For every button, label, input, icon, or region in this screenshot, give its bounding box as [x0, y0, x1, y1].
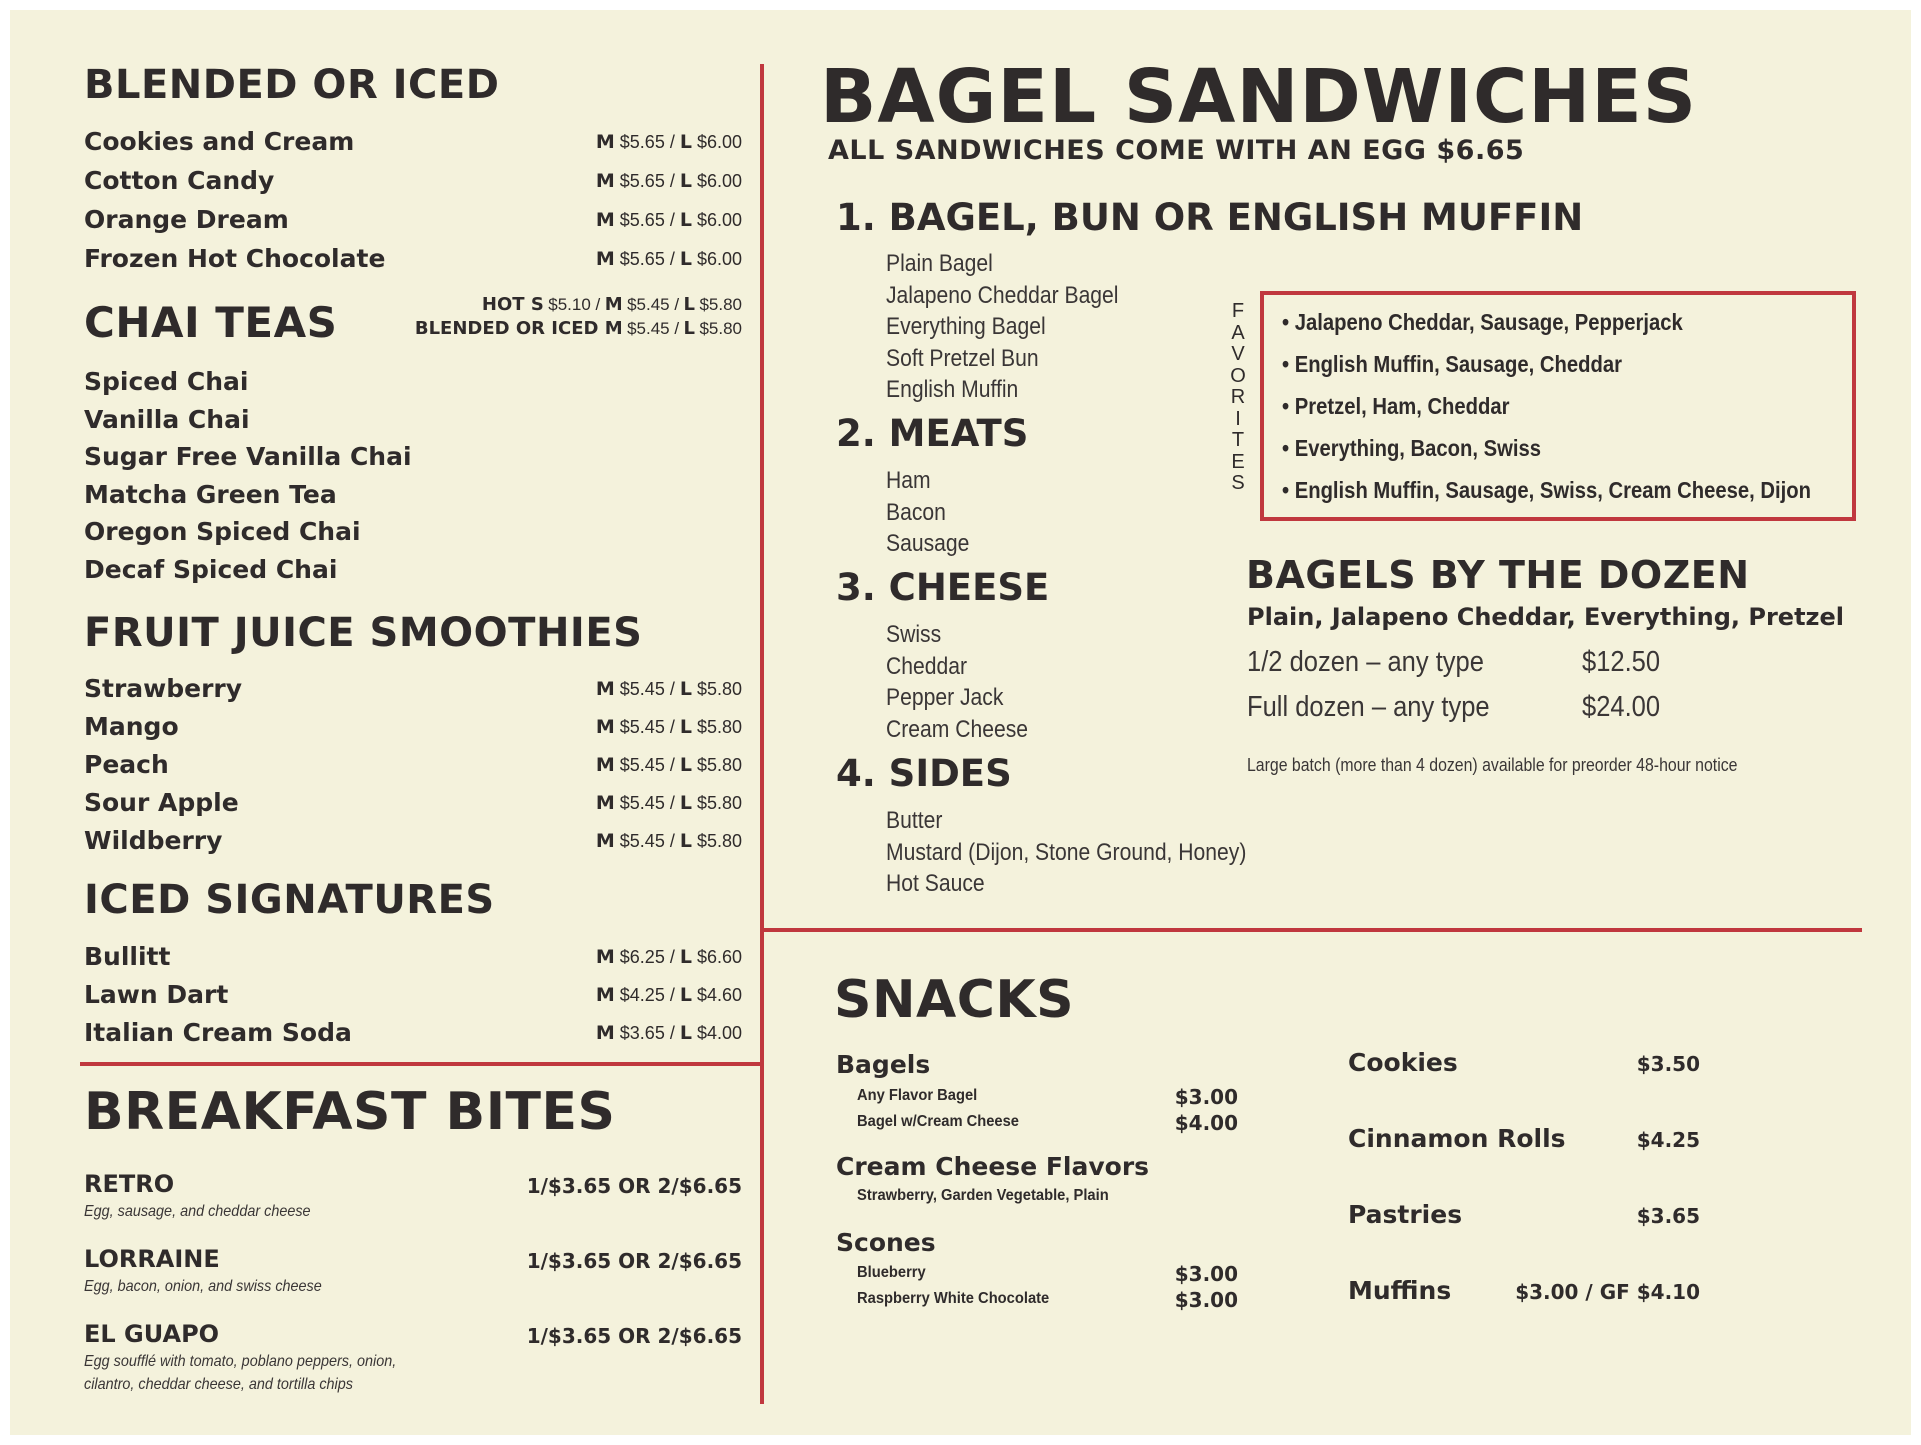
snack-item-name: Cinnamon Rolls — [1348, 1124, 1566, 1153]
size-l-price: $4.60 — [691, 985, 742, 1005]
step-option: Butter — [886, 807, 943, 834]
breakfast-item-desc: Egg, sausage, and cheddar cheese — [84, 1203, 311, 1220]
size-m-price: $5.65 / — [614, 249, 680, 269]
menu-item-name: Lawn Dart — [84, 980, 229, 1009]
menu-item-price — [482, 1022, 742, 1044]
snacks-bagels-heading: Bagels — [836, 1050, 931, 1079]
snack-item-price: $3.65 — [1636, 1204, 1700, 1228]
size-m-price: $5.65 / — [614, 132, 680, 152]
menu-board — [10, 10, 1911, 1435]
breakfast-item-price: 1/$3.65 OR 2/$6.65 — [526, 1324, 742, 1348]
menu-item-name: Sour Apple — [84, 788, 239, 817]
dozen-row-label: Full dozen – any type — [1247, 691, 1490, 723]
menu-item-price — [482, 209, 742, 231]
step-option: Cheddar — [886, 652, 968, 680]
size-m-label: M — [595, 792, 615, 814]
menu-item-name: Cotton Candy — [84, 166, 275, 195]
chai-item: Matcha Green Tea — [84, 479, 337, 509]
size-l-label: L — [679, 754, 692, 776]
step-option: Mustard (Dijon, Stone Ground, Honey) — [886, 838, 1247, 866]
step-option: Jalapeno Cheddar Bagel — [886, 281, 1119, 309]
favorite-combo: • English Muffin, Sausage, Cheddar — [1282, 351, 1622, 377]
step-option: Pepper Jack — [886, 684, 1004, 711]
size-m-price: $5.45 / — [614, 755, 680, 775]
chai-hot-m-price: $5.45 / — [627, 295, 680, 314]
chai-hot-s-price: $5.10 / — [548, 295, 601, 314]
breakfast-heading: BREAKFAST BITES — [84, 1082, 616, 1142]
menu-item-name: Bullitt — [84, 942, 171, 971]
menu-item-name: Orange Dream — [84, 205, 289, 234]
favorites-letter: T — [1231, 429, 1245, 451]
menu-item-price — [482, 248, 742, 270]
favorites-letter: A — [1231, 321, 1245, 344]
cream-cheese-heading: Cream Cheese Flavors — [836, 1152, 1150, 1181]
step-option: English Muffin — [886, 376, 1019, 403]
breakfast-divider — [80, 1062, 762, 1066]
snack-item-name: Pastries — [1348, 1200, 1463, 1229]
favorites-letter: I — [1235, 407, 1241, 430]
menu-item-price — [482, 131, 742, 153]
step1-heading: 1. BAGEL, BUN OR ENGLISH MUFFIN — [836, 196, 1584, 239]
size-l-price: $6.00 — [691, 249, 742, 269]
vertical-divider — [760, 64, 764, 1404]
favorites-letter: O — [1230, 364, 1246, 387]
size-m-label: M — [595, 754, 615, 776]
size-l-price: $6.00 — [691, 132, 742, 152]
step-option: Plain Bagel — [886, 250, 993, 277]
menu-item-name: Frozen Hot Chocolate — [84, 244, 386, 273]
size-m-label: M — [595, 1022, 615, 1044]
chai-hot-prices — [360, 294, 742, 315]
size-m-label: M — [595, 170, 615, 192]
menu-item-price — [482, 946, 742, 968]
favorite-combo: • Everything, Bacon, Swiss — [1282, 435, 1542, 461]
breakfast-item-price: 1/$3.65 OR 2/$6.65 — [526, 1174, 742, 1198]
cream-cheese-flavors: Strawberry, Garden Vegetable, Plain — [857, 1187, 1109, 1204]
snack-item-price: $4.25 — [1636, 1128, 1700, 1152]
size-l-price: $5.80 — [691, 755, 742, 775]
step-option: Swiss — [886, 621, 942, 648]
size-l-label: L — [679, 248, 692, 270]
menu-item-price — [482, 984, 742, 1006]
snack-item-price: $3.00 — [1174, 1262, 1238, 1286]
size-l-label: L — [679, 984, 692, 1006]
chai-item: Vanilla Chai — [84, 404, 250, 434]
favorites-letter: V — [1231, 343, 1245, 365]
step-option: Everything Bagel — [886, 313, 1046, 340]
menu-item-name: Wildberry — [84, 826, 223, 855]
iced-heading: ICED SIGNATURES — [84, 877, 495, 923]
size-l-price: $4.00 — [691, 1023, 742, 1043]
chai-item: Spiced Chai — [84, 367, 249, 396]
size-l-price: $6.00 — [691, 210, 742, 230]
breakfast-item-name: EL GUAPO — [84, 1320, 220, 1348]
size-l-price: $5.80 — [691, 793, 742, 813]
favorite-combo: • English Muffin, Sausage, Swiss, Cream Cheese, Dijon — [1282, 477, 1811, 503]
step-option: Soft Pretzel Bun — [886, 344, 1039, 372]
size-m-label: M — [595, 131, 615, 153]
snack-item-name: Bagel w/Cream Cheese — [857, 1113, 1019, 1130]
size-l-label: L — [679, 209, 692, 231]
size-l-price: $5.80 — [691, 831, 742, 851]
snacks-heading: SNACKS — [834, 970, 1075, 1030]
favorite-combo: • Pretzel, Ham, Cheddar — [1282, 393, 1510, 419]
chai-blended-l: L — [683, 318, 695, 339]
dozen-row-label: 1/2 dozen – any type — [1247, 646, 1484, 678]
chai-blended-prices — [310, 318, 742, 339]
size-m-label: M — [595, 678, 615, 700]
smoothies-heading: FRUIT JUICE SMOOTHIES — [84, 610, 643, 656]
chai-item: Sugar Free Vanilla Chai — [84, 442, 412, 471]
snack-item-price: $4.00 — [1174, 1111, 1238, 1135]
dozen-note: Large batch (more than 4 dozen) available for preorder 48-hour notice — [1247, 755, 1738, 775]
step3-heading: 3. CHEESE — [836, 566, 1050, 609]
breakfast-item-name: LORRAINE — [84, 1245, 220, 1273]
chai-hot-m: M — [604, 294, 623, 315]
snack-item-name: Any Flavor Bagel — [857, 1087, 978, 1104]
chai-hot-l: L — [683, 294, 695, 315]
snack-item-price: $3.50 — [1636, 1052, 1700, 1076]
size-l-price: $5.80 — [691, 717, 742, 737]
dozen-types: Plain, Jalapeno Cheddar, Everything, Pretzel — [1247, 603, 1845, 631]
menu-item-name: Peach — [84, 750, 169, 779]
breakfast-item-price: 1/$3.65 OR 2/$6.65 — [526, 1249, 742, 1273]
chai-hot-label: HOT S — [481, 294, 544, 315]
snack-item-name: Cookies — [1348, 1048, 1458, 1077]
size-l-price: $5.80 — [691, 679, 742, 699]
size-m-label: M — [595, 946, 615, 968]
size-m-price: $4.25 / — [614, 985, 680, 1005]
chai-hot-l-price: $5.80 — [699, 295, 742, 314]
menu-item-name: Strawberry — [84, 674, 243, 703]
size-m-label: M — [595, 716, 615, 738]
menu-item-price — [482, 754, 742, 776]
chai-blended-m-price: $5.45 / — [627, 319, 680, 338]
breakfast-item-desc: Egg, bacon, onion, and swiss cheese — [84, 1278, 322, 1295]
breakfast-item-desc-2: cilantro, cheddar cheese, and tortilla chips — [84, 1376, 353, 1393]
step-option: Cream Cheese — [886, 715, 1029, 743]
size-m-label: M — [595, 984, 615, 1006]
size-m-price: $5.45 / — [614, 679, 680, 699]
step2-heading: 2. MEATS — [836, 412, 1029, 455]
snack-item-name: Raspberry White Chocolate — [857, 1290, 1050, 1307]
step-option: Hot Sauce — [886, 870, 985, 897]
size-l-label: L — [679, 131, 692, 153]
favorites-letter: S — [1231, 472, 1245, 494]
size-l-label: L — [679, 716, 692, 738]
size-m-label: M — [595, 248, 615, 270]
snack-item-price: $3.00 / GF $4.10 — [1515, 1280, 1700, 1304]
favorites-letter: R — [1230, 386, 1246, 408]
favorites-letter: E — [1231, 450, 1245, 473]
menu-item-price — [482, 678, 742, 700]
bagel-sandwiches-title: BAGEL SANDWICHES — [820, 54, 1698, 140]
size-m-price: $6.25 / — [614, 947, 680, 967]
size-l-label: L — [679, 170, 692, 192]
size-m-price: $5.45 / — [614, 831, 680, 851]
chai-heading: CHAI TEAS — [84, 298, 338, 347]
scones-heading: Scones — [836, 1228, 936, 1257]
size-m-price: $5.65 / — [614, 210, 680, 230]
menu-item-name: Cookies and Cream — [84, 127, 355, 156]
chai-blended-label: BLENDED OR ICED M — [414, 318, 623, 339]
breakfast-item-desc: Egg soufflé with tomato, poblano peppers, onion, — [84, 1353, 397, 1370]
chai-blended-l-price: $5.80 — [699, 319, 742, 338]
bagel-sandwiches-subtitle: ALL SANDWICHES COME WITH AN EGG $6.65 — [828, 135, 1525, 166]
snack-item-price: $3.00 — [1174, 1085, 1238, 1109]
menu-item-name: Italian Cream Soda — [84, 1018, 352, 1047]
size-l-label: L — [679, 946, 692, 968]
size-l-label: L — [679, 678, 692, 700]
size-m-label: M — [595, 209, 615, 231]
menu-item-price — [482, 716, 742, 738]
step-option: Sausage — [886, 530, 970, 557]
dozen-row-price: $24.00 — [1582, 691, 1661, 723]
size-m-price: $3.65 / — [614, 1023, 680, 1043]
snack-item-name: Blueberry — [857, 1264, 926, 1281]
snacks-divider — [762, 928, 1862, 932]
favorites-letter: F — [1231, 300, 1245, 322]
size-m-price: $5.45 / — [614, 717, 680, 737]
chai-item: Decaf Spiced Chai — [84, 554, 338, 584]
menu-item-price — [482, 792, 742, 814]
menu-item-price — [482, 830, 742, 852]
favorite-combo: • Jalapeno Cheddar, Sausage, Pepperjack — [1282, 309, 1683, 335]
size-m-price: $5.45 / — [614, 793, 680, 813]
size-l-label: L — [679, 1022, 692, 1044]
size-l-price: $6.60 — [691, 947, 742, 967]
size-m-price: $5.65 / — [614, 171, 680, 191]
breakfast-item-name: RETRO — [84, 1170, 175, 1198]
size-l-price: $6.00 — [691, 171, 742, 191]
menu-item-name: Mango — [84, 712, 179, 741]
size-m-label: M — [595, 830, 615, 852]
chai-item: Oregon Spiced Chai — [84, 517, 361, 546]
dozen-heading: BAGELS BY THE DOZEN — [1246, 553, 1750, 597]
size-l-label: L — [679, 830, 692, 852]
blended-heading: BLENDED OR ICED — [84, 62, 500, 108]
snack-item-price: $3.00 — [1174, 1288, 1238, 1312]
size-l-label: L — [679, 792, 692, 814]
dozen-row-price: $12.50 — [1582, 646, 1661, 678]
step-option: Ham — [886, 467, 931, 494]
step4-heading: 4. SIDES — [836, 752, 1012, 795]
menu-item-price — [482, 170, 742, 192]
snack-item-name: Muffins — [1348, 1276, 1452, 1305]
step-option: Bacon — [886, 498, 946, 526]
